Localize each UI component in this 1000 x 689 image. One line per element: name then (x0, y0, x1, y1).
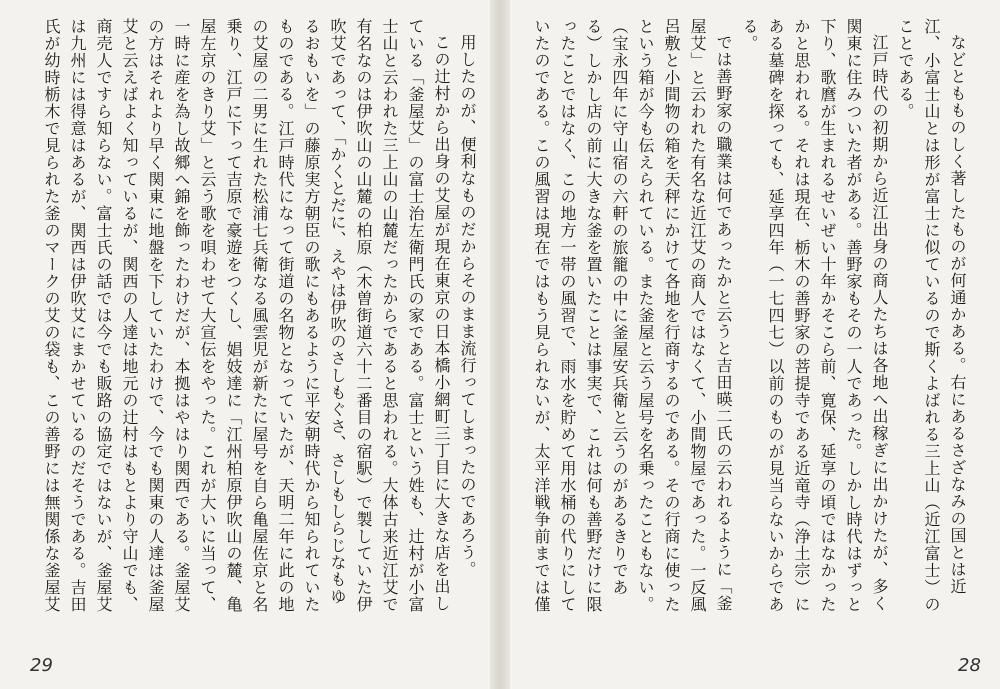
page-number: 28 (958, 655, 981, 676)
paragraph: この辻村から出身の艾屋が現在東京の日本橋小網町三丁目に大きな店を出している「釜屋艾」の富士治左衛門氏の家である。富士という姓も、辻村が小富士山と云われた三上山の山麓だったからであると思われる。大体古来近江艾で有名なのは伊吹山の山麓の柏原（木曽街道六十二番目の宿駅）で製していた伊吹艾であって、「かくとだに、えやは伊吹のさしもぐさ、さしもしらじなもゆるおもいを」の藤原実方朝臣の歌にもあるように平安朝時代から知られていたものである。江戸時代になって街道の名物となっていたが、天明二年に此の地の艾屋の二男に生れた松浦七兵衛なる風雲児が新たに屋号を自ら亀屋佐京と名乗り、江戸に下って吉原で豪遊をつくし、娼妓達に「江州柏原伊吹山の麓、亀屋左京のきり艾」と云う歌を唄わせて大宣伝をやった。これが大いに当って、一時に産を為し故郷へ錦を飾ったわけだが、本拠はやはり関西である。釜屋艾の方はそれより早く関東に地盤を下していたわけで、今でも関東の人達は釜屋艾と云えばよく知っているが、関西の人達は地元の辻村はもとより守山でも、商売人ですら知らない。富士氏の話では今でも販路の協定ではないが、釜屋艾は九州には得意はあるが、関西は伊吹艾にまかせているのだそうである。吉田氏が幼時栃木で見られた釜のマークの艾の袋も、この善野には無関係な釜屋艾 (42, 18, 451, 613)
right-page (510, 0, 1000, 689)
book-gutter (490, 0, 510, 689)
paragraph: では善野家の職業は何であったかと云うと吉田暎二氏の云われるように「釜屋艾」と云われた有名な近江艾の商人ではなくて、小間物屋であった。一反風呂敷と小間物の箱を天秤にかけて各地を行商するのである。その行商に使ったという箱が今も伝えられている。また釜屋と云う屋号を名乗ったこともない。（宝永四年に守山宿の六軒の旅籠の中に釜屋安兵衛と云うのがあるきりである）しかし店の前に大きな釜を置いたことは事実で、これは何も善野だけに限ったことではなく、この地方一帯の風習で、雨水を貯めて用水桶の代りにしていたのである。この風習は現在ではもう見られないが、太平洋戦争前までは僅 (532, 18, 733, 613)
left-page-text (40, 18, 480, 618)
paragraph: 用したのが、便利なものだからそのまま流行ってしまったのであろう。 (458, 34, 477, 578)
page-number: 29 (30, 655, 53, 676)
left-page (0, 0, 490, 689)
right-page-text (530, 18, 970, 618)
paragraph: 江戸時代の初期から近江出身の商人たちは各地へ出稼ぎに出かけたが、多く関東に住みついた者がある。善野家もその一人であった。しかし時代はずっと下り、歌麿が生まれるせいぜい十年かそこら前、寛保、延享の頃ではなかったかと思われる。それは現在、栃木の善野家の菩提寺である近竜寺（浄土宗）にある墓碑を探っても、延享四年（一七四七）以前のものが見当らないからである。 (740, 18, 889, 613)
paragraph: などともものしく著したものが何通かある。右にあるさざなみの国とは近江、小富士山とは形が富士に似ているので斯くよばれる三上山（近江富士）のことである。 (896, 18, 967, 613)
